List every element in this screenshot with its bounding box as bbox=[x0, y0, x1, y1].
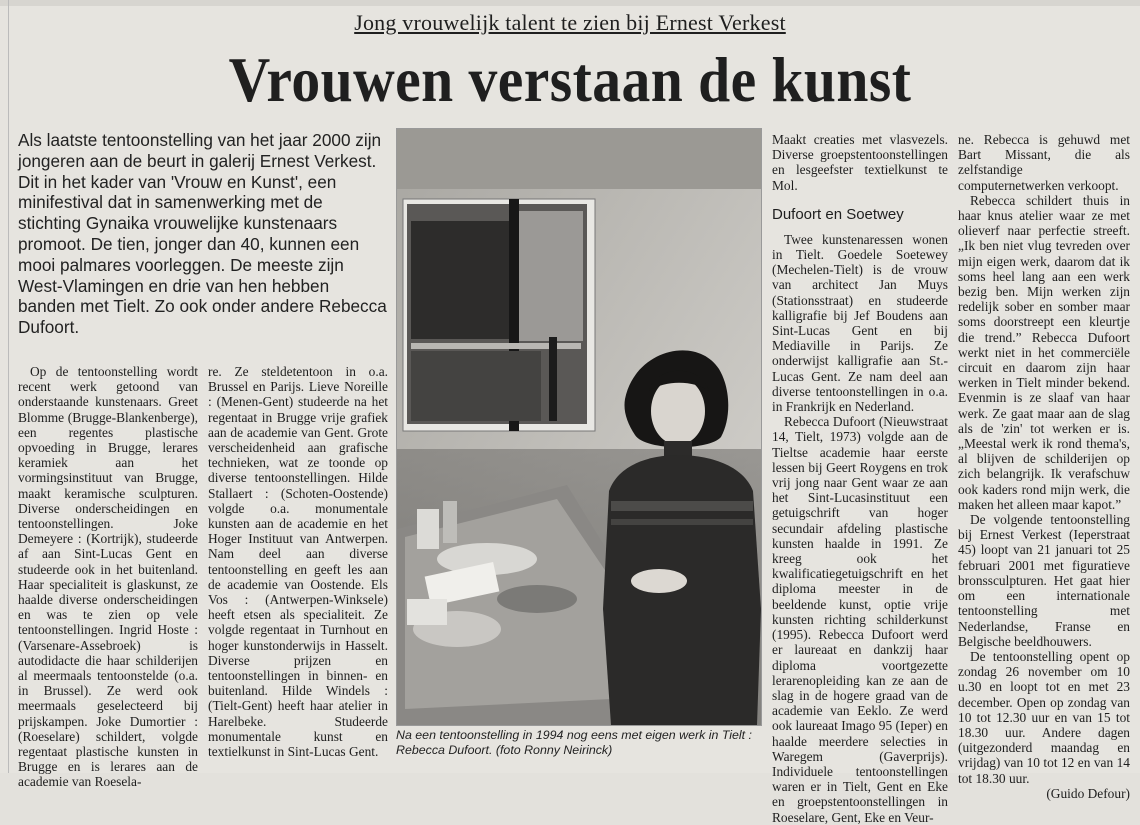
headline: Vrouwen verstaan de kunst bbox=[228, 44, 912, 115]
lede-paragraph: Als laatste tentoonstelling van het jaar 2000 zijn jongeren aan de beurt in galerij Ernest Verkest. Dit in het kader van 'Vrouw en Kunst', een minifestival dat in samenwerking met de stichting Gynaika vrouwelijke kunstenaars promoot. De tien, jonger dan 40, kunnen een mooi palmares voorleggen. De meeste zijn West-Vlamingen en drie van hen hebben banden met Tielt. Zo ook onder andere Rebecca Dufoort. bbox=[18, 130, 387, 338]
column-4-para-3: De volgende tentoonstelling bij Ernest Verkest (Ieperstraat 45) loopt van 21 januari tot 25 februari 2001 met figuratieve bronssculpturen. Het gaat hier om een internationale tentoonstelling met Nederlandse, Franse en Belgische beeldhouwers. bbox=[958, 512, 1130, 649]
kicker-text: Jong vrouwelijk talent te zien bij Ernest Verkest bbox=[354, 10, 786, 35]
column-4-para-4: De tentoonstelling opent op zondag 26 november om 10 u.30 en loopt tot en met 23 december. Open op zondag van 10 tot 12.30 uur en van 15 tot 18.30 uur. Andere dagen (uitgezonderd maandag en vrijdag) van 10 tot 12 en van 14 tot 18.30 uur. bbox=[958, 648, 1130, 786]
photo-illustration bbox=[397, 129, 761, 725]
author-credit: (Guido Defour) bbox=[1046, 785, 1130, 801]
column-2 bbox=[208, 364, 388, 759]
column-4 bbox=[958, 132, 1130, 801]
left-edge-rule bbox=[8, 0, 9, 773]
column-1 bbox=[18, 364, 198, 790]
kicker bbox=[0, 10, 1140, 36]
top-strip bbox=[0, 0, 1140, 6]
column-2-text: re. Ze steldetentoon in o.a. Brussel en Parijs. Lieve Noreille : (Menen-Gent) studeerde na het regentaat in Brugge vrije grafiek aan de academie van Gent. Grote verscheidenheid aan grafische technieken, wat ze toonde op diverse tentoonstellingen. Hilde Stallaert : (Schoten-Oostende) volgde o.a. monumentale kunsten aan de academie en het Hoger Instituut van Antwerpen. Nam deel aan diverse tentoonstelling en geeft les aan de academie van Oostende. Els Vos : (Antwerpen-Winkselе) heeft etsen als specialiteit. Ze volgde regentaat in Turnhout en hoger kunstonderwijs in Hasselt. Diverse prijzen en tentoonstellingen in binnen- en buitenland. Hilde Windels : (Tielt-Gent) heeft haar atelier in Harelbeke. Studeerde monumentale kunst en textielkunst in Sint-Lucas Gent. bbox=[208, 364, 388, 760]
column-4-para-2: Rebecca schildert thuis in haar knus atelier waar ze met olieverf naar perfectie streeft. „Ik ben niet vlug tevreden over mijn eigen werk, daarom dat ik soms heel lang aan een werk bezig ben. Mijn werken zijn redelijk sober en somber maar soms doorstreept een kleurtje die trend.” Rebecca Dufoort werkt niet in het commerciële circuit en daarom zijn haar werken in Tielt minder bekend. Evenmin is ze slaaf van haar werk. Ze gaat maar aan de slag als de 'zin' tot werken er is. „Meestal werk ik rond thema's, al blijven de schilderijen op zich belangrijk. Ik verafschuw ook kaders rond mijn werk, die maken het alleen maar kapot.” bbox=[958, 192, 1130, 512]
column-3 bbox=[772, 132, 948, 825]
column-3-para-1: Twee kunstenaressen wonen in Tielt. Goedele Soetewey (Mechelen-Tielt) is de vrouw van architect Jan Muys (Stationsstraat) en studeerde kalligrafie bij Jef Boudens aan Sint-Lucas Gent en bij Mediaville in Parijs. Ze onderwijst kalligrafie aan St.-Lucas Gent. Ze nam deel aan diverse tentoonstellingen in o.a. in Frankrijk en Nederland. bbox=[772, 231, 948, 415]
subheading: Dufoort en Soetwey bbox=[772, 205, 904, 223]
painting-on-wall bbox=[403, 199, 595, 431]
column-1-text: Op de tentoonstelling wordt recent werk getoond van onderstaande kunstenaars. Greet Blomme (Brugge-Blankenberge), een regentes plastische opvoeding in Brugge, lerares keramiek aan het vormingsinstituut van Brugge, maakt keramische sculpturen. Diverse onderscheidingen en tentoonstellingen. Joke Demeyere : (Kortrijk), studeerde af aan Sint-Lucas Gent en studeerde ook in het buitenland. Haar specialiteit is glaskunst, ze haalde diverse onderscheidingen en was te zien op vele tentoonstellingen. Ingrid Hoste : (Varsenare-Assebroek) is autodidacte die haar schilderijen al meermaals tentoonstelde (o.a. in Brussel). Ze werd ook meermaals geselecteerd bij prijskampen. Joke Dumortier : (Roeselare) schildert, volgde regentaat plastische kunsten in Brugge en is lerares aan de academie van Roesela- bbox=[18, 364, 198, 790]
column-4-para-1: ne. Rebecca is gehuwd met Bart Missant, die als zelfstandige computernetwerken verkoopt. bbox=[958, 132, 1130, 193]
article-photo bbox=[396, 128, 762, 726]
column-3-intro: Maakt creaties met vlasvezels. Diverse groepstentoonstellingen en lesgeefster textielkunst te Mol. bbox=[772, 132, 948, 193]
column-3-para-2: Rebecca Dufoort (Nieuwstraat 14, Tielt, 1973) volgde aan de Tieltse academie haar eerste lessen bij Geert Roygens en trok vrij jong naar Gent waar ze aan het Sint-Lucasinstituut een getuigschrift van hoger secundair afdeling plastische kunsten haalde in 1991. Ze kreeg ook het kwalificatiegetuigschrift en het diploma meester in de beeldende kunst, optie vrije kunsten richting schilderkunst (1995). Rebecca Dufoort werd er laureaat en dankzij haar diploma voortgezette lerarenopleiding kan ze aan de slag in de hogere graad van de academie van Eeklo. Ze werd ook laureaat Imago 95 (Ieper) en haalde meerdere selecties in Waregem (Gaverprijs). Individuele tentoonstellingen waren er in Tielt, Gent en Eke en groepstentoonstellingen in Roeselare, Gent, Eke en Veur- bbox=[772, 414, 948, 825]
photo-caption: Na een tentoonstelling in 1994 nog eens met eigen werk in Tielt : Rebecca Dufoort. (foto Ronny Neirinck) bbox=[396, 728, 753, 757]
